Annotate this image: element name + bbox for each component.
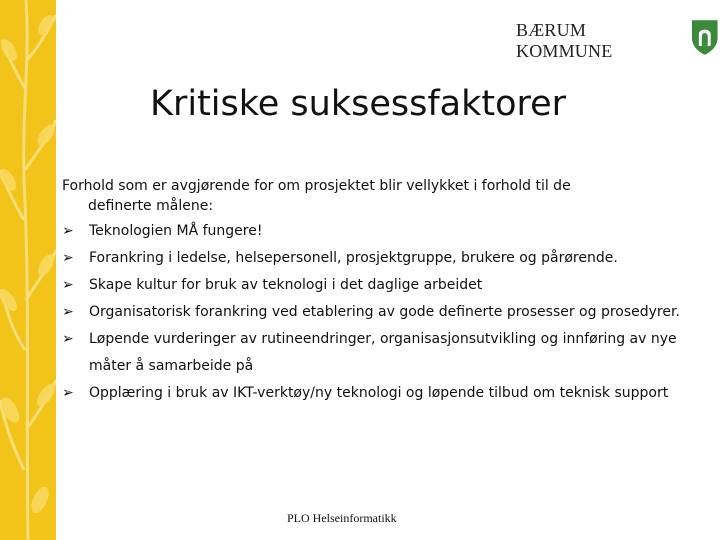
municipal-crest-icon [690, 18, 720, 56]
arrow-bullet-icon: ➢ [62, 277, 74, 293]
arrow-bullet-icon: ➢ [62, 223, 74, 239]
list-item-text: Teknologien MÅ fungere! [89, 223, 263, 239]
list-item-text: Løpende vurderinger av rutineendringer, organisasjonsutvikling og innføring av nye måter å samarbeide på [89, 331, 677, 374]
arrow-bullet-icon: ➢ [62, 385, 74, 401]
list-item [62, 218, 712, 245]
list-item-text: Opplæring i bruk av IKT-verktøy/ny teknologi og løpende tilbud om teknisk support [89, 385, 669, 401]
intro-line-1: Forhold som er avgjørende for om prosjektet blir vellykket i forhold til de [62, 178, 571, 194]
brand-name: BÆRUM KOMMUNE [516, 20, 613, 61]
list-item [62, 326, 712, 380]
intro-line-2: definerte målene: [88, 198, 214, 214]
list-item [62, 272, 712, 299]
slide-title: Kritiske suksessfaktorer [150, 84, 567, 124]
arrow-bullet-icon: ➢ [62, 250, 74, 266]
list-item-text: Organisatorisk forankring ved etablering av gode definerte prosesser og prosedyrer. [89, 304, 680, 320]
brand-logo [516, 18, 720, 61]
slide-footer: PLO Helseinformatikk [287, 511, 397, 525]
list-item-text: Forankring i ledelse, helsepersonell, prosjektgruppe, brukere og pårørende. [89, 250, 618, 266]
list-item [62, 245, 712, 272]
success-factor-list [62, 218, 712, 407]
list-item [62, 380, 712, 407]
intro-text [62, 176, 702, 216]
arrow-bullet-icon: ➢ [62, 304, 74, 320]
arrow-bullet-icon: ➢ [62, 331, 74, 347]
decorative-leaf-band [0, 0, 56, 540]
list-item-text: Skape kultur for bruk av teknologi i det daglige arbeidet [89, 277, 483, 293]
leaf-pattern-icon [0, 0, 56, 540]
list-item [62, 299, 712, 326]
